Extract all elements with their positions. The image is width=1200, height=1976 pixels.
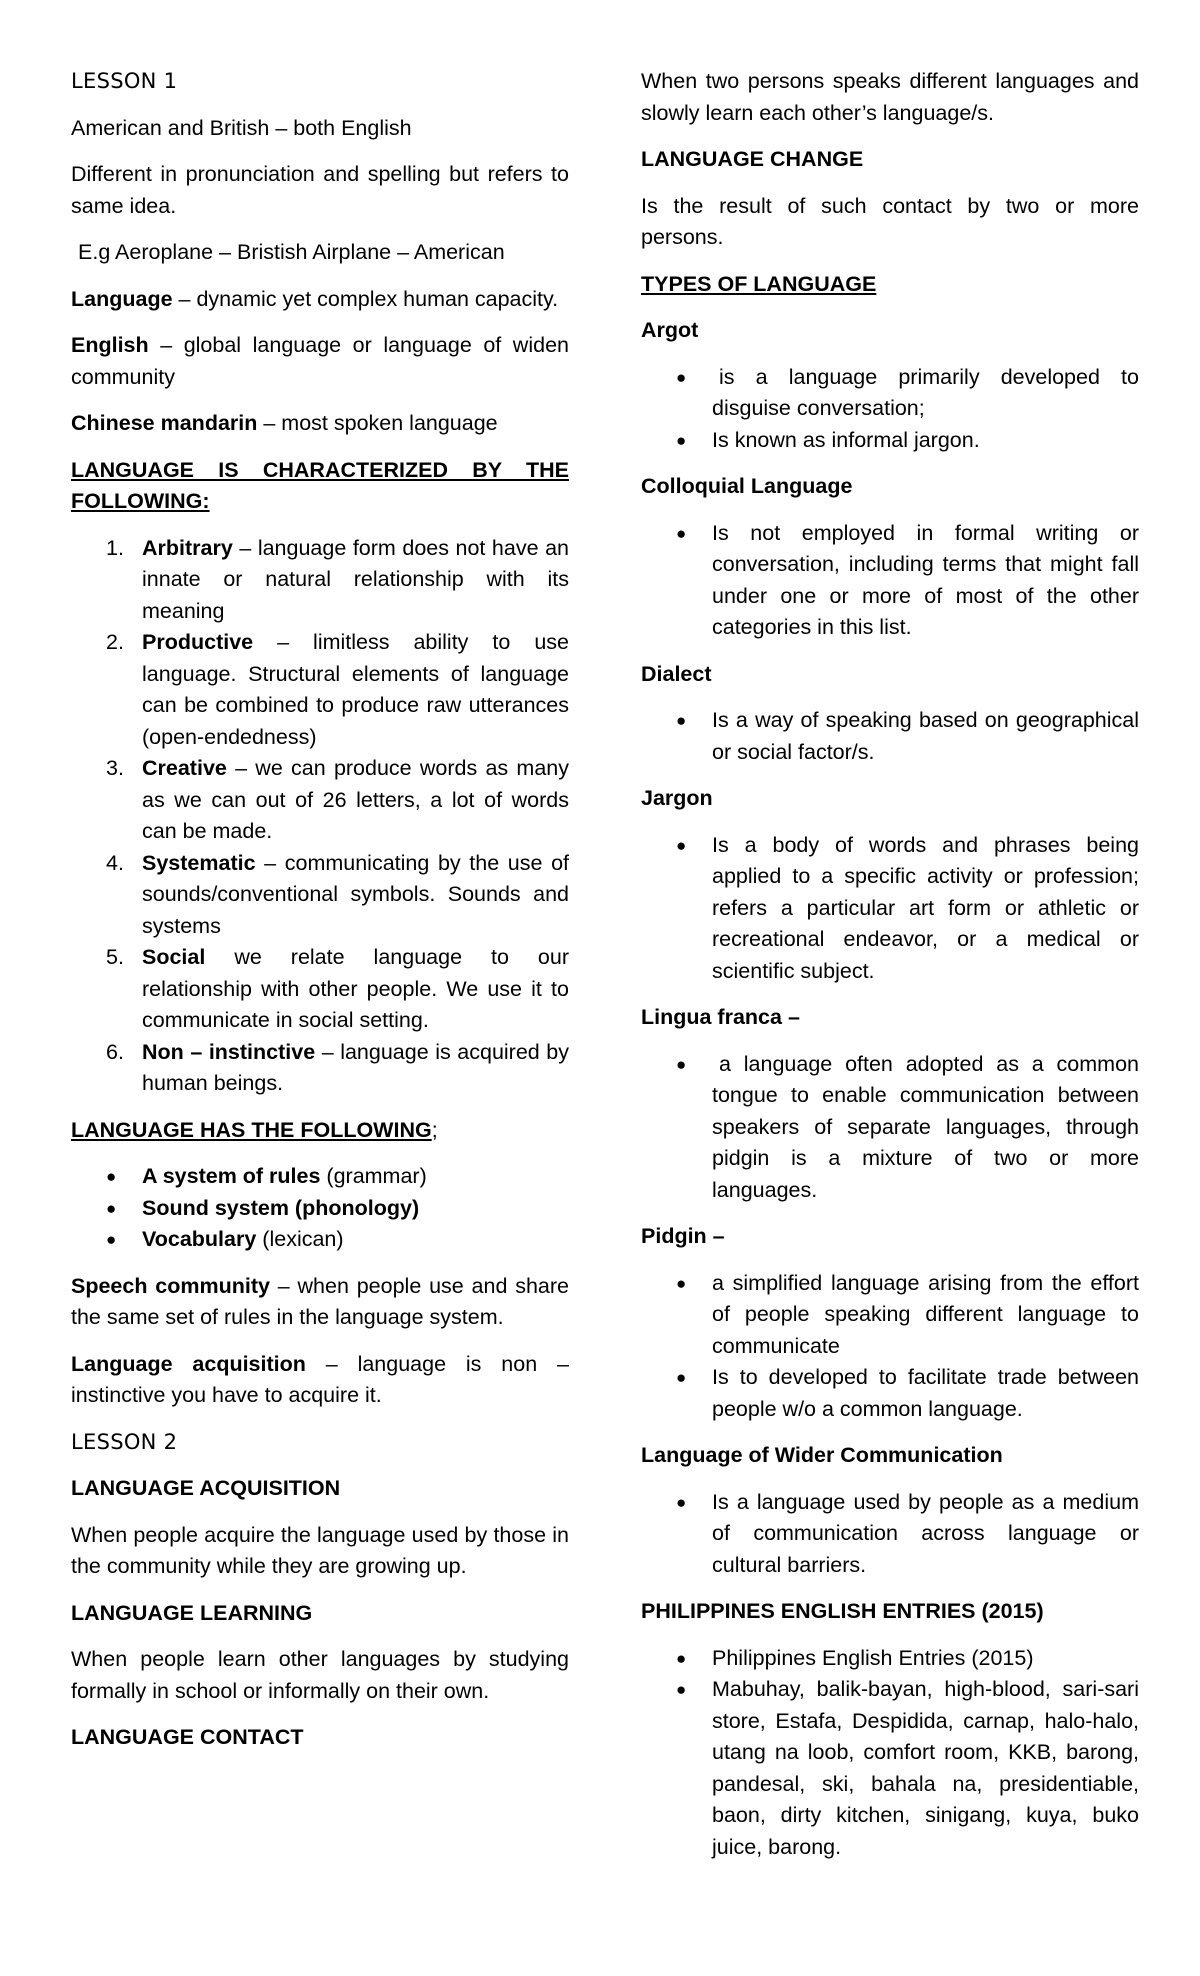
term: English xyxy=(71,333,149,357)
intro-line: American and British – both English xyxy=(71,115,412,140)
acquisition-text: When people acquire the language used by those in the community while they are growing up. xyxy=(71,1522,569,1578)
list-item: ● Is a language used by people as a medium of communication across language or cultural barriers. xyxy=(641,1487,1139,1582)
philippines-entries-list xyxy=(641,1643,1139,1864)
intro-difference: Different in pronunciation and spelling but refers to same idea. xyxy=(71,162,569,218)
definition-english xyxy=(71,330,569,393)
definition: – when people use and share the same set of rules in the language system. xyxy=(71,1273,570,1329)
bullet-icon: ● xyxy=(106,1198,117,1218)
list-item: ● a simplified language arising from the effort of people speaking different language to communicate xyxy=(641,1268,1139,1363)
list-item: ● a language often adopted as a common tongue to enable communication between speakers of separate languages, through pidgin is a mixture of two or more languages. xyxy=(641,1049,1139,1207)
list-item: ● Sound system (phonology) xyxy=(71,1193,569,1225)
bullet-icon: ● xyxy=(106,1167,117,1186)
term: Speech community xyxy=(71,1273,270,1298)
left-column xyxy=(71,66,569,1769)
list-item: ● Philippines English Entries (2015) xyxy=(641,1643,1139,1675)
bullet-icon: ● xyxy=(676,1680,687,1699)
bullet-icon: ● xyxy=(106,1230,117,1249)
list-item: 4. Systematic – communicating by the use of sounds/conventional symbols. Sounds and systems xyxy=(106,850,569,938)
intro-example: E.g Aeroplane – Bristish Airplane – American xyxy=(78,240,505,264)
list-item: ● Vocabulary (lexican) xyxy=(71,1224,569,1256)
bullet-icon: ● xyxy=(676,711,687,730)
bullet-icon: ● xyxy=(676,835,687,855)
definition-speech-community xyxy=(71,1271,569,1334)
list-item: ● Is a way of speaking based on geographical or social factor/s. xyxy=(641,705,1139,768)
has-heading: LANGUAGE HAS THE FOLLOWING; xyxy=(71,1117,438,1142)
list-item: 6. Non – instinctive – language is acquired by human beings. xyxy=(106,1039,569,1095)
characterized-heading: LANGUAGE IS CHARACTERIZED BY THE FOLLOWING: xyxy=(71,457,569,513)
philippines-entries-heading: PHILIPPINES ENGLISH ENTRIES (2015) xyxy=(641,1599,1044,1623)
list-item: ● Is known as informal jargon. xyxy=(641,425,1139,457)
change-heading: LANGUAGE CHANGE xyxy=(641,147,864,171)
pidgin-list xyxy=(641,1268,1139,1426)
characteristics-list xyxy=(71,533,569,1100)
definition: – most spoken language xyxy=(257,411,498,435)
types-heading: TYPES OF LANGUAGE xyxy=(641,271,877,296)
definition: – language is non – instinctive you have to acquire it. xyxy=(71,1351,569,1407)
bullet-icon: ● xyxy=(676,1368,687,1387)
jargon-list xyxy=(641,830,1139,988)
lingua-franca-heading: Lingua franca – xyxy=(641,1005,800,1029)
learning-heading: LANGUAGE LEARNING xyxy=(71,1600,313,1625)
change-text: Is the result of such contact by two or more persons. xyxy=(641,193,1139,249)
list-item: ● Is not employed in formal writing or conversation, including terms that might fall under one or more of most of the other categories in this list. xyxy=(641,518,1139,644)
learning-text: When people learn other languages by studying formally in school or informally on their own. xyxy=(71,1647,569,1703)
contact-text: When two persons speaks different languages and slowly learn each other’s language/s. xyxy=(641,69,1139,125)
bullet-icon: ● xyxy=(676,1492,687,1512)
pidgin-heading: Pidgin – xyxy=(641,1224,725,1248)
colloquial-list xyxy=(641,518,1139,644)
lesson-1-label: LESSON 1 xyxy=(71,69,178,93)
bullet-icon: ● xyxy=(676,1273,687,1293)
lesson-2-label: LESSON 2 xyxy=(71,1429,178,1454)
wider-communication-heading: Language of Wider Communication xyxy=(641,1443,1003,1467)
list-item: ● Mabuhay, balik-bayan, high-blood, sari-sari store, Estafa, Despidida, carnap, halo-halo, utang na loob, comfort room, KKB, barong, pandesal, ski, bahala na, presidentiable, baon, dirty kitchen, sinigang, kuya, buko juice, barong. xyxy=(641,1674,1139,1863)
definition-language-acquisition xyxy=(71,1349,569,1412)
definition: – global language or language of widen community xyxy=(71,333,569,389)
list-item: 2. Productive – limitless ability to use language. Structural elements of language can be combined to produce raw utterances (open-endedness) xyxy=(106,630,569,749)
bullet-icon: ● xyxy=(676,1054,687,1074)
term: Language acquisition xyxy=(71,1351,306,1376)
term: Language xyxy=(71,286,173,311)
definition-chinese xyxy=(71,408,569,440)
list-item: ● A system of rules (grammar) xyxy=(71,1161,569,1193)
bullet-icon: ● xyxy=(676,523,687,543)
colloquial-heading: Colloquial Language xyxy=(641,474,853,498)
definition: – dynamic yet complex human capacity. xyxy=(172,286,559,311)
contact-heading: LANGUAGE CONTACT xyxy=(71,1725,304,1749)
list-item: 1. Arbitrary – language form does not have an innate or natural relationship with its meaning xyxy=(106,535,569,623)
list-item: ● Is a body of words and phrases being applied to a specific activity or profession; refers a particular art form or athletic or recreational endeavor, or a medical or scientific subject. xyxy=(641,830,1139,988)
argot-list xyxy=(641,362,1139,457)
bullet-icon: ● xyxy=(676,1648,687,1668)
dialect-list xyxy=(641,705,1139,768)
list-item: ● is a language primarily developed to disguise conversation; xyxy=(641,362,1139,425)
definition-language xyxy=(71,284,569,316)
wider-communication-list xyxy=(641,1487,1139,1582)
acquisition-heading: LANGUAGE ACQUISITION xyxy=(71,1476,341,1500)
list-item: ● Is to developed to facilitate trade between people w/o a common language. xyxy=(641,1362,1139,1425)
argot-heading: Argot xyxy=(641,318,699,342)
bullet-icon: ● xyxy=(676,430,687,450)
lingua-franca-list xyxy=(641,1049,1139,1207)
term: Chinese mandarin xyxy=(71,411,258,435)
jargon-heading: Jargon xyxy=(641,786,713,810)
dialect-heading: Dialect xyxy=(641,661,712,686)
right-column xyxy=(641,66,1139,1878)
bullet-icon: ● xyxy=(676,367,687,387)
list-item: 5. Social we relate language to our relationship with other people. We use it to communicate in social setting. xyxy=(106,945,569,1032)
list-item: 3. Creative – we can produce words as many as we can out of 26 letters, a lot of words can be made. xyxy=(106,756,569,843)
has-list xyxy=(71,1161,569,1256)
